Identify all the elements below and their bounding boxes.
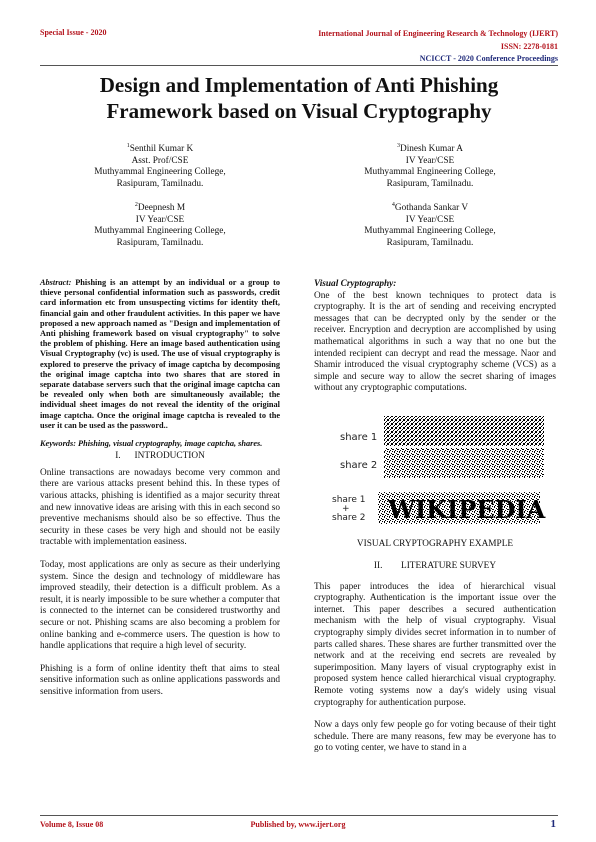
right-column-bottom <box>314 561 556 755</box>
author-city: Rasipuram, Tamilnadu. <box>116 178 204 189</box>
visual-cryptography-paragraph: One of the best known techniques to protect data is cryptography. It is the art of sending and receiving encrypted messages that can be decrypted only by the sender or the receiver. Encryption and decryption are accomplished by using mathematical algorithms in such a way that no one but the intended recipient can decrypt and read the message. Naor and Shamir introduced the visual cryptography scheme (VCS) as a simple and secure way to allow the secret sharing of images without any cryptographic computations. <box>314 290 556 394</box>
author-college: Muthyammal Engineering College, <box>94 167 226 178</box>
journal-issn: ISSN: 2278-0181 <box>500 41 558 51</box>
author-role: Asst. Prof/CSE <box>131 155 189 166</box>
author-role: IV Year/CSE <box>405 214 455 225</box>
title-line-2: Framework based on Visual Cryptography <box>106 99 492 123</box>
intro-paragraph-1: Online transactions are nowadays become very common and there are various attacks present behind this. In these types of various attacks, phishing is identified as a major security threat and new innovative ideas are arising with this in each second so preventive mechanisms should also be so effective. Thus the security in these cases be very high and should not be easily tractable with implementation easiness. <box>40 467 280 548</box>
author-city: Rasipuram, Tamilnadu. <box>386 237 474 248</box>
header-rule <box>40 65 558 66</box>
literature-paragraph-1: This paper introduces the idea of hierarchical visual cryptography. Authentication is the important issue over the internet. This paper describes a secured authentication mechanism with the help of visual cryptography. Visual cryptography simply divides secret information in to number of parts called shares. These shares are further transmitted over the network and at the receiving end secrets are revealed by superimposition. Many layers of visual cryptography exist in proposed system hence called hierarchical visual cryptography. Remote voting systems now a day's widely using visual cryptography for authentication purpose. <box>314 581 556 708</box>
abstract-text: Phishing is an attempt by an individual or a group to thieve personal confidential information such as passwords, credit card information etc from unsuspecting victims for identity theft, financial gain and other fraudulent activities. In this paper we have proposed a new approach named as "Design and implementation of Anti phishing framework based on visual cryptography" to solve the problem of phishing. Here an image based authentication using Visual Cryptography (vc) is used. The use of visual cryptography is explored to preserve the privacy of image captcha by decomposing the original image captcha into two shares that are stored in separate database servers such that the original image captcha can be revealed only when both are simultaneously available; the individual sheet images do not reveal the identity of the original image captcha. Once the original image captcha is revealed to the user it can be used as the password.. <box>40 278 280 430</box>
footer-rule <box>40 815 558 816</box>
section-heading-introduction: I. INTRODUCTION <box>115 451 205 462</box>
author-name: $^4$Gothanda Sankar V <box>391 202 469 214</box>
author-block <box>325 141 535 190</box>
keywords <box>40 439 280 449</box>
author-role: IV Year/CSE <box>405 155 455 166</box>
left-column <box>40 278 280 699</box>
visual-cryptography-figure <box>328 412 548 527</box>
figure-caption: VISUAL CRYPTOGRAPHY EXAMPLE <box>356 539 514 549</box>
section-heading-literature-survey: II. LITERATURE SURVEY <box>373 561 497 571</box>
title-line-1: Design and Implementation of Anti Phishing <box>99 73 499 97</box>
footer-publisher: Published by, www.ijert.org <box>250 820 346 829</box>
paper-title <box>40 72 558 124</box>
conference-name: NCICCT - 2020 Conference Proceedings <box>419 54 558 63</box>
author-block <box>55 200 265 249</box>
share1-image <box>384 416 544 446</box>
share2-label: share 2 <box>340 460 378 471</box>
author-block <box>325 200 535 249</box>
abstract-label: Abstract: <box>40 278 72 287</box>
literature-paragraph-2: Now a days only few people go for voting because of their tight schedule. There are many reasons, few may be everyone has to go to voting center, we have to stand in a <box>314 720 556 754</box>
intro-paragraph-3: Phishing is a form of online identity theft that aims to steal sensitive information such as online applications passwords and sensitive information from users. <box>40 663 280 697</box>
share2-image <box>384 448 544 478</box>
overlay-plus: + <box>342 504 350 514</box>
keywords-text: Phishing, visual cryptography, image captcha, shares. <box>75 439 263 449</box>
author-college: Muthyammal Engineering College, <box>364 226 496 237</box>
author-name: $^2$Deepnesh M <box>134 202 186 214</box>
overlay-share2-label: share 2 <box>332 513 366 523</box>
share1-label: share 1 <box>340 432 378 443</box>
author-college: Muthyammal Engineering College, <box>94 226 226 237</box>
journal-name: International Journal of Engineering Research & Technology (IJERT) <box>318 29 558 38</box>
right-column-top <box>314 279 556 395</box>
footer-volume: Volume 8, Issue 08 <box>40 820 104 829</box>
overlay-share1-label: share 1 <box>332 495 366 505</box>
journal-special-issue: Special Issue - 2020 <box>40 28 107 37</box>
author-name: $^1$Senthil Kumar K <box>126 143 194 155</box>
page-number: 1 <box>550 818 556 830</box>
keywords-label: Keywords: <box>40 439 76 449</box>
author-city: Rasipuram, Tamilnadu. <box>116 237 204 248</box>
author-role: IV Year/CSE <box>135 214 185 225</box>
author-college: Muthyammal Engineering College, <box>364 167 496 178</box>
abstract <box>40 278 280 431</box>
author-block <box>55 141 265 190</box>
author-name: $^3$Dinesh Kumar A <box>396 143 463 155</box>
overlay-revealed-text: WIKIPEDIA <box>388 495 546 524</box>
intro-paragraph-2: Today, most applications are only as secure as their underlying system. Since the design and technology of middleware has improved steadily, their detection is a difficult problem. As a result, it is nearly impossible to be sure whether a computer that is connected to the internet can be considered trustworthy and secure or not. Phishing scams are also becoming a problem for online banking and e-commerce users. The question is how to handle applications that require a high level of security. <box>40 560 280 652</box>
author-city: Rasipuram, Tamilnadu. <box>386 178 474 189</box>
journal-header <box>318 28 558 66</box>
subsection-heading-visual-cryptography: Visual Cryptography: <box>314 279 397 289</box>
